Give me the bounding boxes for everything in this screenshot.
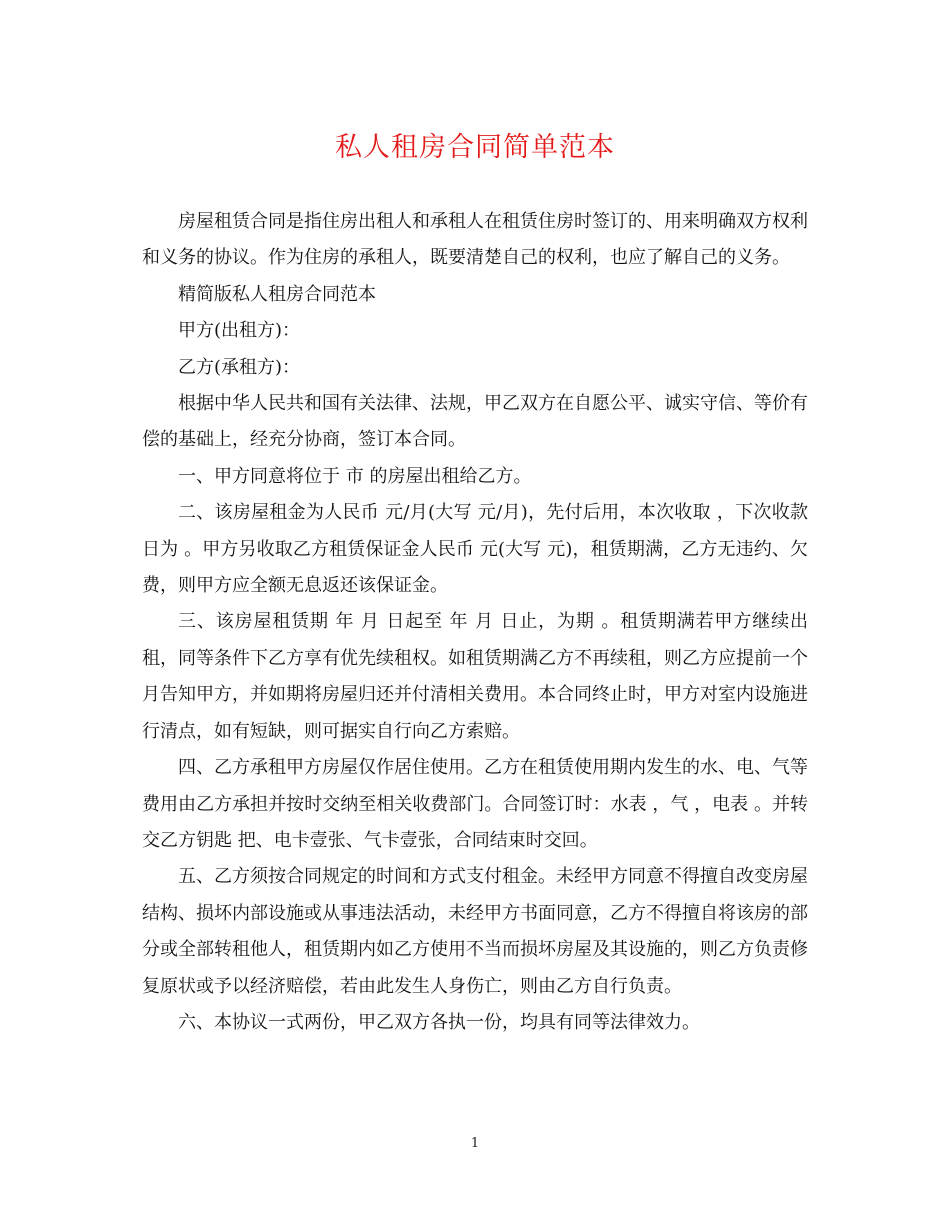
paragraph-preamble: 根据中华人民共和国有关法律、法规，甲乙双方在自愿公平、诚实守信、等价有偿的基础上，经充分协商，签订本合同。 [142,393,808,451]
paragraph-clause-4: 四、乙方承租甲方房屋仅作居住使用。乙方在租赁使用期内发生的水、电、气等费用由乙方承担并按时交纳至相关收费部门。合同签订时：水表 ，气 ，电表 。并转交乙方钥匙 把、电卡壹张、气卡壹张，合同结束时交回。 [142,757,808,851]
paragraph-clause-3: 三、该房屋租赁期 年 月 日起至 年 月 日止，为期 。租赁期满若甲方继续出租，同等条件下乙方享有优先续租权。如租赁期满乙方不再续租，则乙方应提前一个月告知甲方，并如期将房屋归还并付清相关费用。本合同终止时，甲方对室内设施进行清点，如有短缺，则可据实自行向乙方索赔。 [142,611,808,742]
page-number: 1 [470,1136,480,1151]
paragraph-clause-5: 五、乙方须按合同规定的时间和方式支付租金。未经甲方同意不得擅自改变房屋结构、损坏内部设施或从事违法活动，未经甲方书面同意，乙方不得擅自将该房的部分或全部转租他人，租赁期内如乙方使用不当而损坏房屋及其设施的，则乙方负责修复原状或予以经济赔偿，若由此发生人身伤亡，则由乙方自行负责。 [142,866,808,997]
paragraph-party-a: 甲方(出租方)： [178,320,301,342]
paragraph-clause-6: 六、本协议一式两份，甲乙双方各执一份，均具有同等法律效力。 [178,1011,700,1033]
document-title: 私人租房合同简单范本 [335,132,615,163]
document-body [142,204,808,1041]
paragraph-party-b: 乙方(承租方)： [178,356,301,378]
paragraph-clause-1: 一、甲方同意将位于 市 的房屋出租给乙方。 [178,465,532,487]
paragraph-intro: 房屋租赁合同是指住房出租人和承租人在租赁住房时签订的、用来明确双方权利和义务的协议。作为住房的承租人，既要清楚自己的权利，也应了解自己的义务。 [142,211,808,269]
paragraph-subtitle: 精简版私人租房合同范本 [178,283,376,305]
paragraph-clause-2: 二、该房屋租金为人民币 元/月(大写 元/月)，先付后用，本次收取 ，下次收款日为 。甲方另收取乙方租赁保证金人民币 元(大写 元)，租赁期满，乙方无违约、欠费，则甲方应全额无息返还该保证金。 [142,502,808,597]
